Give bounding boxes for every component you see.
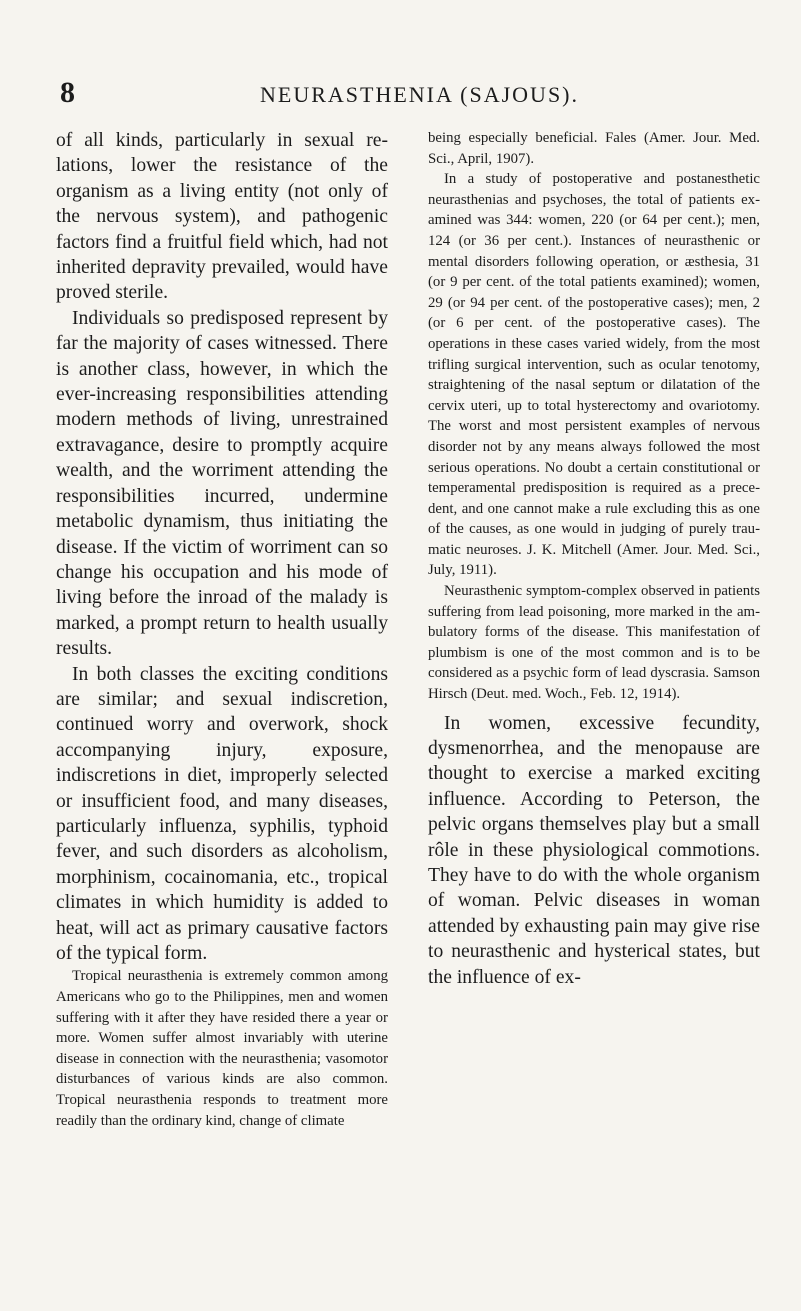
paragraph-lead-poisoning: Neurasthenic symptom-complex observed in patients suffering from lead poisoning, more marked in the ambulatory forms of the disease. This manifestation of plumbism is one of the most common and is to be considered as a psychic form of lead dyscrasia. Samson Hirsch (Deut. med. Woch., Feb. 12, 1914). [428, 583, 760, 703]
paragraph-women-causes: In women, excessive fecundity, dysmenorrhea, and the menopause are thought to exercise a marked exciting influence. According to Peterson, the pelvic organs themselves play but a small rôle in these physiological commotions. They have to do with the whole organism of woman. Pelvic diseases in woman attended by exhausting pain may give rise to neurasthenic and hysterical states, but the influence of ex- [428, 712, 760, 988]
page-number: 8 [60, 76, 75, 109]
paragraph-continuation: of all kinds, particularly in sexual relations, lower the resistance of the organism as a living entity (not only of the nervous system), and pathogenic factors find a fruitful field which, had not inherited depravity prevailed, would have proved sterile. [56, 130, 388, 304]
paragraph-exciting-conditions: In both classes the exciting conditions are similar; and sexual indiscretion, continued worry and overwork, shock accompanying injury, exposure, indiscretions in diet, improperly selected or insufficient food, and many diseases, particularly influenza, syphilis, typhoid fever, and such disorders as alcoholism, morphinism, cocainomania, etc., tropical climates in which humidity is added to heat, will act as primary causative factors of the typical form. [56, 663, 388, 964]
paragraph-tropical-neurasthenia: Tropical neurasthenia is extremely common among Americans who go to the Philippines, men and women suffering with it after they have resided there a year or more. Women suffer almost invariably with uterine disease in connection with the neurasthenia; vasomotor disturbances of various kinds are also common. Tropical neurasthenia responds to treatment more readily than the ordinary kind, change of climate [56, 968, 388, 1129]
paragraph-predisposed-class: Individuals so predisposed represent by far the majority of cases witnessed. There is another class, however, in which the ever-increasing responsibilities attending modern methods of living, unrestrained extravagance, desire to promptly acquire wealth, and the worriment attending the responsibilities incurred, undermine metabolic dynamism, thus initiating the disease. If the victim of worriment can so change his occupation and his mode of living before the inroad of the malady is marked, a prompt return to health usually results. [56, 307, 388, 660]
paragraph-fales-citation: being especially beneficial. Fales (Amer. Jour. Med. Sci., April, 1907). [428, 130, 760, 167]
running-head: NEURASTHENIA (SAJOUS). [260, 82, 580, 107]
page-header [60, 78, 760, 108]
paragraph-postoperative-study: In a study of postoperative and postanesthetic neurasthenias and psychoses, the total of patients examined was 344: women, 220 (or 64 per cent.); men, 124 (or 36 per cent.). Instances of neurasthenic or mental disorders following operation, or æsthesia, 31 (or 9 per cent. of the total patients examined); women, 29 (or 94 per cent. of the postoperative cases); men, 2 (or 6 per cent. of the postoperative cases). The operations in these cases varied widely, from the most trifling surgical intervention, such as ocular tenotomy, straightening of the nasal septum or dilatation of the cervix uteri, up to total hysterectomy and ovariotomy. The worst and most persistent examples of nervous disorder not by any means always followed the most serious operations. No doubt a certain constitutional or temperamental predisposition is required as a precedent, and one cannot make a rule excluding this as one of the causes, as one would in judging of purely traumatic neuroses. J. K. Mitchell (Amer. Jour. Med. Sci., July, 1911). [428, 171, 760, 579]
left-column [56, 128, 388, 1131]
right-column [428, 128, 760, 990]
